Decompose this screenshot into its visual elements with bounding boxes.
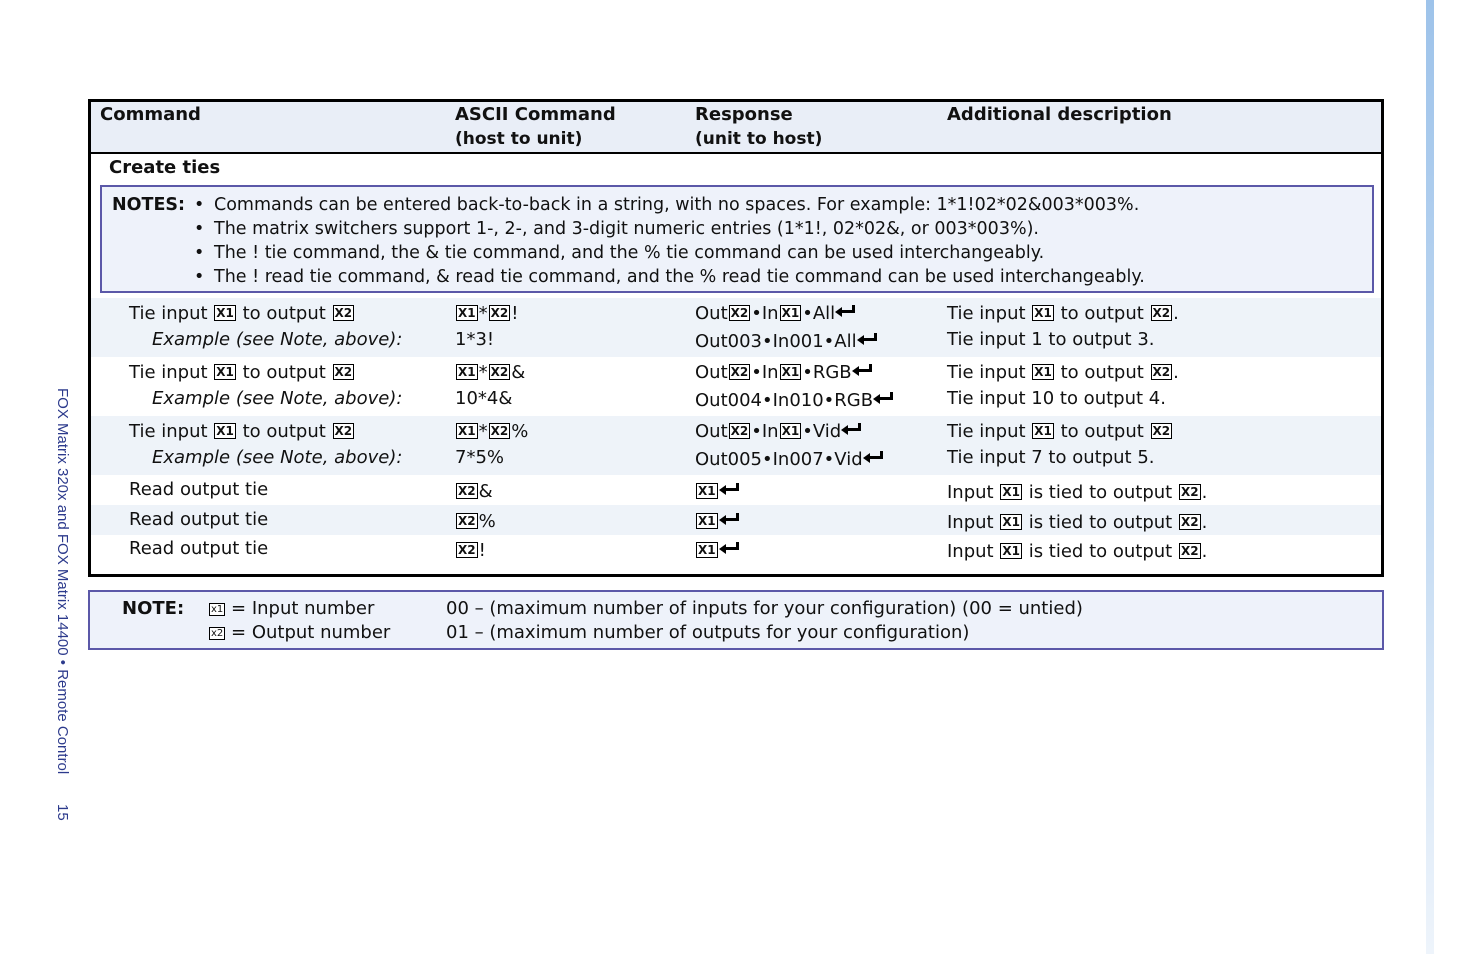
bullet: • bbox=[751, 421, 762, 442]
x2-variable-icon: X2 bbox=[490, 424, 509, 438]
header-ascii-label: ASCII Command bbox=[455, 104, 616, 125]
return-arrow-tip bbox=[857, 335, 864, 345]
notes-list bbox=[194, 193, 1145, 289]
bullet: • bbox=[802, 303, 813, 324]
ascii-terminator: ! bbox=[478, 540, 486, 561]
x2-variable-icon: X2 bbox=[458, 514, 476, 528]
table-cell bbox=[152, 445, 402, 471]
ascii-terminator: & bbox=[511, 362, 526, 383]
command-text: Tie input bbox=[129, 362, 208, 383]
table-row bbox=[91, 298, 1381, 357]
response-text: Out bbox=[695, 421, 728, 442]
table-cell bbox=[695, 388, 893, 414]
page-edge-bar bbox=[1426, 0, 1434, 954]
x1-variable-icon: X1 bbox=[1002, 515, 1020, 529]
command-text: Tie input bbox=[129, 421, 208, 442]
x2-definition-text: = Output number bbox=[231, 622, 391, 643]
table-cell bbox=[152, 327, 402, 353]
table-cell bbox=[695, 538, 739, 564]
x1-variable-icon: X1 bbox=[698, 514, 716, 528]
x2-variable-icon: X2 bbox=[490, 306, 509, 320]
note-item: • The matrix switchers support 1-, 2-, and 3-digit numeric entries (1*1!, 02*02&, or 003*003%). bbox=[194, 217, 1145, 241]
table-cell bbox=[947, 510, 1207, 536]
header-response-sub: (unit to host) bbox=[695, 129, 823, 149]
table-cell bbox=[455, 360, 525, 386]
command-text: Read output tie bbox=[129, 538, 269, 559]
table-cell bbox=[947, 360, 1179, 386]
x1-variable-icon: X1 bbox=[458, 365, 476, 379]
table-cell bbox=[695, 479, 739, 505]
x1-variable-icon: X1 bbox=[781, 424, 800, 438]
page-number: 15 bbox=[54, 804, 71, 822]
x2-variable-icon: X2 bbox=[458, 484, 476, 498]
return-arrow-tip bbox=[719, 544, 726, 554]
example-description: Tie input 1 to output 3. bbox=[947, 329, 1155, 350]
running-footer bbox=[47, 388, 71, 880]
example-ascii: 10*4& bbox=[455, 388, 513, 409]
return-arrow-tip bbox=[719, 515, 726, 525]
ascii-separator: * bbox=[478, 362, 488, 383]
x2-variable-icon: X2 bbox=[730, 365, 749, 379]
header-response bbox=[695, 103, 822, 151]
table-row bbox=[91, 475, 1381, 505]
return-arrow-icon bbox=[719, 542, 739, 552]
note-item: • The ! tie command, the & tie command, and the % tie command can be used interchangeably. bbox=[194, 241, 1145, 265]
table-cell bbox=[455, 538, 486, 564]
table-cell bbox=[947, 480, 1207, 506]
x1-variable-icon: X1 bbox=[216, 365, 234, 379]
x1-variable-icon: X1 bbox=[698, 484, 716, 498]
header-description-label: Additional description bbox=[947, 104, 1172, 125]
return-arrow-icon bbox=[863, 451, 883, 461]
table-cell bbox=[455, 386, 512, 412]
return-arrow-icon bbox=[841, 423, 861, 433]
example-response: Out004•In010•RGB bbox=[695, 390, 874, 411]
x2-variable-icon: X2 bbox=[1152, 424, 1171, 438]
return-arrow-tip bbox=[873, 394, 880, 404]
description-text: Input bbox=[947, 512, 994, 533]
table-cell bbox=[947, 301, 1179, 327]
x1-variable-icon: X1 bbox=[458, 306, 476, 320]
description-text: is tied to output bbox=[1028, 541, 1173, 562]
header-description bbox=[947, 103, 1172, 127]
example-label: Example (see Note, above): bbox=[152, 329, 403, 350]
table-cell bbox=[947, 419, 1173, 445]
command-text: Read output tie bbox=[129, 479, 269, 500]
bullet: • bbox=[751, 362, 762, 383]
notes-box bbox=[100, 185, 1374, 293]
command-text: to output bbox=[242, 421, 326, 442]
x2-variable-icon: X2 bbox=[490, 365, 509, 379]
table-cell bbox=[947, 327, 1155, 353]
x2-variable-icon: X2 bbox=[730, 424, 749, 438]
footnote-box bbox=[88, 590, 1384, 650]
table-cell bbox=[695, 301, 855, 327]
header-ascii bbox=[455, 103, 616, 151]
return-arrow-icon bbox=[857, 333, 877, 343]
x1-definition-text: = Input number bbox=[231, 598, 375, 619]
ascii-terminator: % bbox=[511, 421, 529, 442]
command-text: Read output tie bbox=[129, 509, 269, 530]
description-text: Input bbox=[947, 541, 994, 562]
table-cell bbox=[129, 360, 355, 386]
response-text: In bbox=[761, 421, 779, 442]
x1-variable-icon: X1 bbox=[216, 306, 234, 320]
description-text: to output bbox=[1060, 362, 1144, 383]
description-text: Input bbox=[947, 482, 994, 503]
return-arrow-icon bbox=[835, 305, 855, 315]
x2-variable-icon: X2 bbox=[1180, 544, 1199, 558]
return-arrow-tip bbox=[863, 453, 870, 463]
response-text: Out bbox=[695, 303, 728, 324]
table-cell bbox=[695, 329, 877, 355]
description-period: . bbox=[1201, 541, 1208, 562]
table-row bbox=[91, 534, 1381, 564]
x2-variable-icon: X2 bbox=[1152, 365, 1171, 379]
x1-variable-icon: X1 bbox=[1034, 365, 1052, 379]
table-cell bbox=[129, 507, 268, 533]
table-row bbox=[91, 357, 1381, 416]
bullet: • bbox=[751, 303, 762, 324]
response-text: All bbox=[812, 303, 836, 324]
x1-variable-icon: X1 bbox=[781, 306, 800, 320]
bullet: • bbox=[802, 362, 813, 383]
x1-variable-icon: X1 bbox=[1034, 424, 1052, 438]
x1-variable-icon: X1 bbox=[781, 365, 800, 379]
x1-range: 00 – (maximum number of inputs for your configuration) (00 = untied) bbox=[446, 598, 1083, 619]
x1-definition bbox=[209, 597, 374, 621]
table-cell bbox=[695, 419, 861, 445]
table-cell bbox=[129, 419, 355, 445]
table-cell bbox=[695, 447, 883, 473]
x2-variable-icon: x2 bbox=[211, 628, 224, 639]
example-label: Example (see Note, above): bbox=[152, 388, 403, 409]
command-text: to output bbox=[242, 303, 326, 324]
response-text: Out bbox=[695, 362, 728, 383]
description-text: to output bbox=[1060, 421, 1144, 442]
return-arrow-tip bbox=[852, 366, 859, 376]
x2-variable-icon: X2 bbox=[334, 365, 353, 379]
return-arrow-icon bbox=[719, 513, 739, 523]
header-command-label: Command bbox=[100, 104, 201, 125]
table-cell bbox=[455, 445, 504, 471]
x2-variable-icon: X2 bbox=[458, 543, 476, 557]
x1-variable-icon: X1 bbox=[1002, 544, 1020, 558]
x2-variable-icon: X2 bbox=[1152, 306, 1171, 320]
table-cell bbox=[947, 445, 1155, 471]
table-row bbox=[91, 505, 1381, 535]
example-description: Tie input 7 to output 5. bbox=[947, 447, 1155, 468]
description-text: is tied to output bbox=[1028, 482, 1173, 503]
return-arrow-icon bbox=[873, 392, 893, 402]
notes-label: NOTES: bbox=[112, 195, 186, 215]
header-response-label: Response bbox=[695, 104, 793, 125]
ascii-separator: * bbox=[478, 303, 488, 324]
table-cell bbox=[129, 536, 268, 562]
response-text: Vid bbox=[812, 421, 842, 442]
description-text: Tie input bbox=[947, 362, 1026, 383]
return-arrow-icon bbox=[852, 364, 872, 374]
example-response: Out003•In001•All bbox=[695, 331, 857, 352]
command-text: to output bbox=[242, 362, 326, 383]
table-cell bbox=[455, 419, 528, 445]
return-arrow-icon bbox=[719, 483, 739, 493]
x1-variable-icon: X1 bbox=[216, 424, 234, 438]
x2-definition bbox=[209, 621, 390, 645]
x2-variable-icon: X2 bbox=[334, 306, 353, 320]
example-response: Out005•In007•Vid bbox=[695, 449, 863, 470]
table-cell bbox=[695, 509, 739, 535]
note-item: • The ! read tie command, & read tie command, and the % read tie command can be used interchangeably. bbox=[194, 265, 1145, 289]
description-text: to output bbox=[1060, 303, 1144, 324]
description-period: . bbox=[1201, 512, 1208, 533]
response-text: In bbox=[761, 362, 779, 383]
return-arrow-tip bbox=[835, 307, 842, 317]
x1-variable-icon: X1 bbox=[698, 543, 716, 557]
command-table bbox=[88, 99, 1384, 577]
running-footer-title: FOX Matrix 320x and FOX Matrix 14400 • Remote Control bbox=[54, 388, 71, 775]
description-text: Tie input bbox=[947, 421, 1026, 442]
header-command bbox=[100, 103, 201, 127]
table-cell bbox=[947, 539, 1207, 565]
description-period: . bbox=[1201, 482, 1208, 503]
example-description: Tie input 10 to output 4. bbox=[947, 388, 1166, 409]
command-text: Tie input bbox=[129, 303, 208, 324]
note-item: • Commands can be entered back-to-back in a string, with no spaces. For example: 1*1!02*02&003*003%. bbox=[194, 193, 1145, 217]
x1-variable-icon: x1 bbox=[211, 604, 224, 615]
ascii-terminator: & bbox=[478, 481, 493, 502]
response-text: In bbox=[761, 303, 779, 324]
description-text: is tied to output bbox=[1028, 512, 1173, 533]
x1-variable-icon: X1 bbox=[1034, 306, 1052, 320]
table-header bbox=[91, 102, 1381, 154]
footnote-label: NOTE: bbox=[122, 598, 185, 619]
example-ascii: 1*3! bbox=[455, 329, 495, 350]
x1-variable-icon: X1 bbox=[458, 424, 476, 438]
x2-variable-icon: X2 bbox=[730, 306, 749, 320]
return-arrow-tip bbox=[719, 485, 726, 495]
table-cell bbox=[455, 479, 493, 505]
header-ascii-sub: (host to unit) bbox=[455, 129, 583, 149]
x1-variable-icon: X1 bbox=[1002, 485, 1020, 499]
x2-variable-icon: X2 bbox=[1180, 515, 1199, 529]
ascii-separator: * bbox=[478, 421, 488, 442]
description-period: . bbox=[1173, 362, 1179, 383]
return-arrow-tip bbox=[841, 425, 848, 435]
example-ascii: 7*5% bbox=[455, 447, 505, 468]
table-cell bbox=[455, 327, 494, 353]
ascii-terminator: ! bbox=[511, 303, 519, 324]
x2-variable-icon: X2 bbox=[334, 424, 353, 438]
x2-range: 01 – (maximum number of outputs for your configuration) bbox=[446, 622, 970, 643]
response-text: RGB bbox=[812, 362, 852, 383]
description-period: . bbox=[1173, 303, 1179, 324]
ascii-terminator: % bbox=[478, 511, 496, 532]
section-title: Create ties bbox=[109, 157, 221, 178]
table-cell bbox=[152, 386, 402, 412]
table-cell bbox=[455, 509, 496, 535]
description-text: Tie input bbox=[947, 303, 1026, 324]
x2-variable-icon: X2 bbox=[1180, 485, 1199, 499]
table-cell bbox=[129, 477, 268, 503]
table-cell bbox=[947, 386, 1166, 412]
table-cell bbox=[129, 301, 355, 327]
bullet: • bbox=[802, 421, 813, 442]
table-cell bbox=[695, 360, 872, 386]
example-label: Example (see Note, above): bbox=[152, 447, 403, 468]
table-row bbox=[91, 416, 1381, 475]
table-cell bbox=[455, 301, 518, 327]
